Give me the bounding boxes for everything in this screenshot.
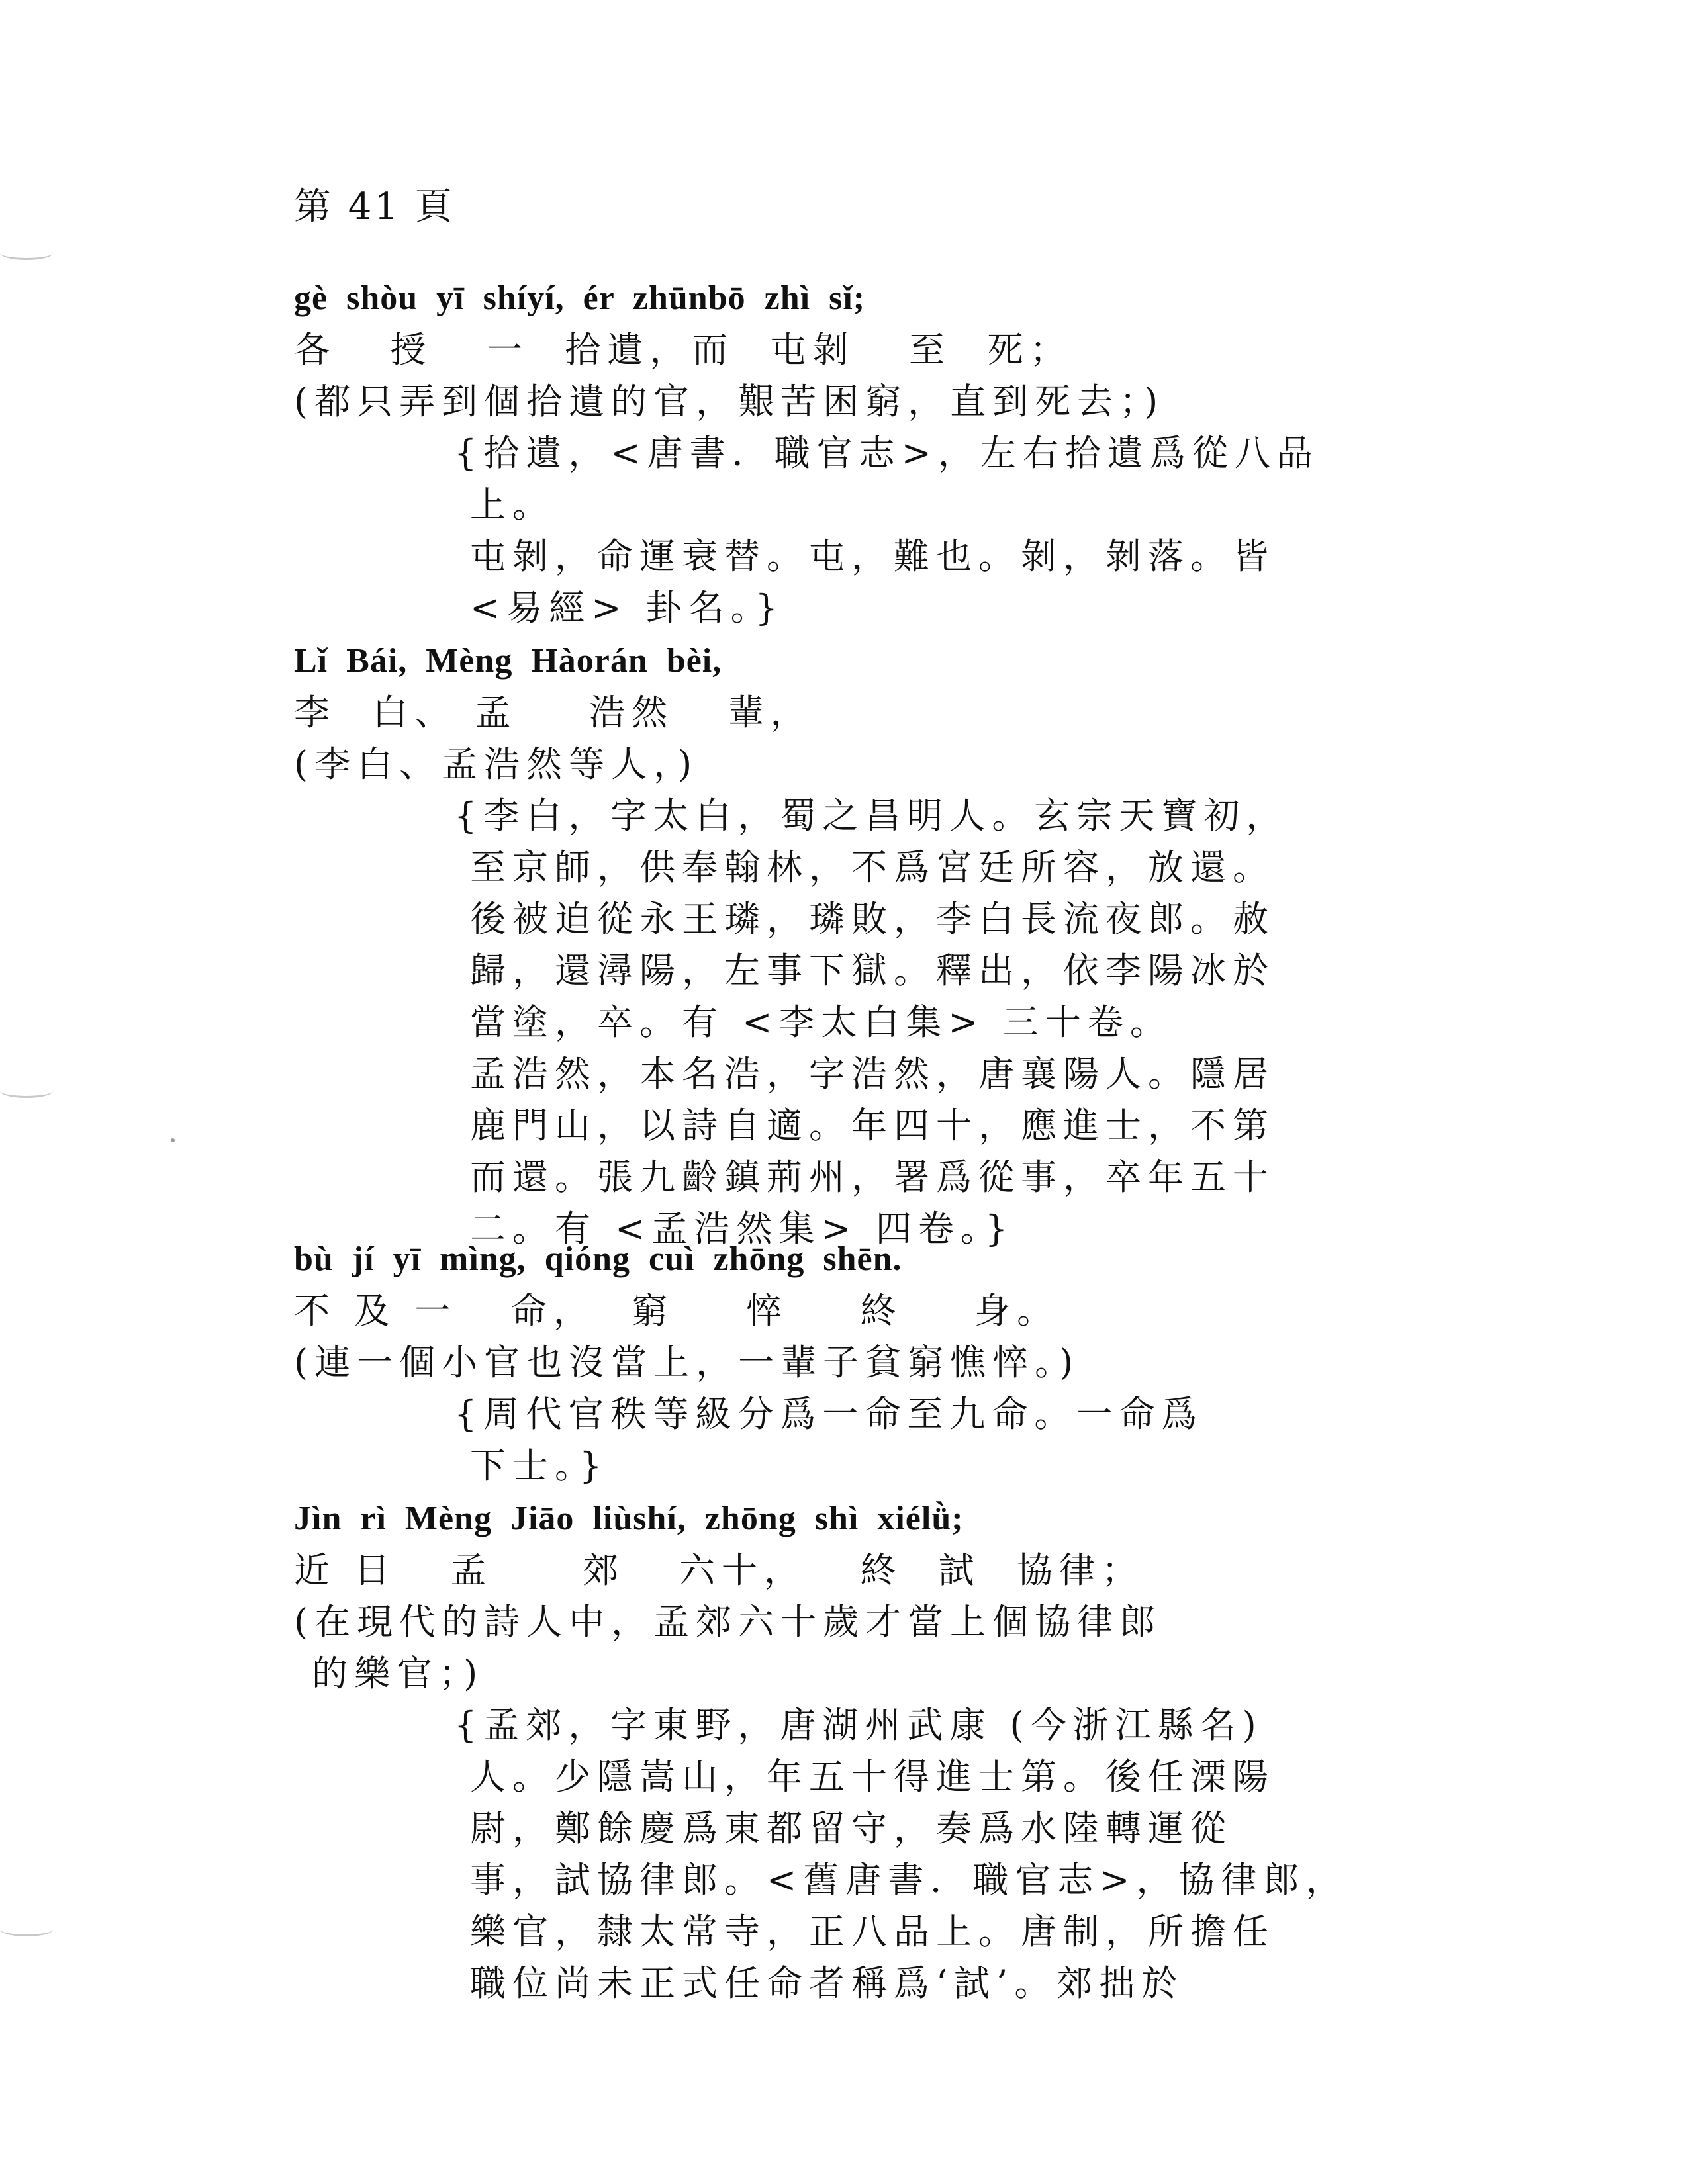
verse-section-4 [294, 1493, 1419, 2009]
chinese-verse-line: 各 授 一 拾遺，而 屯剝 至 死； [294, 329, 1072, 371]
verse-section-3 [294, 1234, 1419, 1492]
annotation-note [454, 790, 1407, 1255]
note-line: 職位尚未正式任命者稱爲‘試’。郊拙於 [470, 1962, 1184, 2004]
note-line: 孟浩然，本名浩，字浩然，唐襄陽人。隱居 [470, 1053, 1275, 1095]
annotation-note [454, 1388, 1407, 1492]
note-line: 當塗，卒。有 <李太白集> 三十卷。 [470, 1001, 1172, 1043]
note-line: <易經> 卦名。} [470, 587, 785, 629]
pinyin-line: gè shòu yī shíyí, ér zhūnbō zhì sǐ; [294, 279, 866, 317]
scan-edge-mark [0, 1923, 53, 1936]
translation-line: 的樂官；) [294, 1653, 485, 1694]
translation-line: (都只弄到個拾遺的官，艱苦困窮，直到死去；) [294, 381, 1165, 422]
note-line: 上。 [470, 484, 555, 525]
pinyin-line: Lǐ Bái, Mèng Hàorán bèi, [294, 642, 722, 680]
scan-edge-mark [0, 246, 53, 260]
chinese-verse-line: 李 白、 孟 浩然 輩， [294, 692, 813, 733]
note-line: {周代官秩等級分爲一命至九命。一命爲 [454, 1393, 1204, 1435]
note-line: 事，試協律郎。<舊唐書．職官志>，協律郎， [470, 1859, 1348, 1901]
note-line: 屯剝，命運衰替。屯，難也。剝，剝落。皆 [470, 535, 1275, 577]
pinyin-line: Jìn rì Mèng Jiāo liùshí, zhōng shì xiélǜ; [294, 1500, 964, 1537]
translation-line: (在現代的詩人中，孟郊六十歲才當上個協律郎 [294, 1601, 1162, 1643]
note-line: 樂官，隸太常寺，正八品上。唐制，所擔任 [470, 1911, 1275, 1952]
note-line: 至京師，供奉翰林，不爲宮廷所容，放還。 [470, 846, 1275, 888]
scan-edge-mark [0, 1084, 53, 1098]
chinese-verse-line: 近 日 孟 郊 六十， 終 試 協律； [294, 1549, 1145, 1591]
page-number-heading: 第 41 頁 [294, 185, 455, 228]
pinyin-line: bù jí yī mìng, qióng cuì zhōng shēn. [294, 1240, 902, 1278]
note-line: 尉，鄭餘慶爲東都留守，奏爲水陸轉運從 [470, 1807, 1233, 1849]
annotation-note [454, 1700, 1407, 2009]
chinese-verse-line: 不 及 一 命， 窮 悴 終 身。 [294, 1290, 1060, 1332]
note-line: 鹿門山，以詩自適。年四十，應進士，不第 [470, 1105, 1275, 1146]
note-line: 後被迫從永王璘，璘敗，李白長流夜郎。赦 [470, 898, 1275, 940]
note-line: {孟郊，字東野，唐湖州武康 (今浙江縣名) [454, 1704, 1263, 1746]
note-line: 歸，還潯陽，左事下獄。釋出，依李陽冰於 [470, 950, 1275, 991]
note-line: 人。少隱嵩山，年五十得進士第。後任溧陽 [470, 1756, 1275, 1797]
verse-section-2 [294, 635, 1419, 1255]
verse-section-1 [294, 273, 1419, 634]
translation-line: (連一個小官也沒當上，一輩子貧窮憔悴。) [294, 1342, 1080, 1383]
translation-line: (李白、孟浩然等人，) [294, 743, 699, 785]
note-line: {拾遺，<唐書．職官志>，左右拾遺爲從八品 [454, 432, 1319, 474]
annotation-note [454, 428, 1407, 634]
note-line: 下士。} [470, 1445, 609, 1486]
note-line: {李白，字太白，蜀之昌明人。玄宗天寶初， [454, 795, 1289, 837]
scan-speck [171, 1138, 175, 1142]
note-line: 而還。張九齡鎮荊州，署爲從事，卒年五十 [470, 1156, 1275, 1198]
note-line: 二。有 <孟浩然集> 四卷。} [470, 1208, 1015, 1250]
